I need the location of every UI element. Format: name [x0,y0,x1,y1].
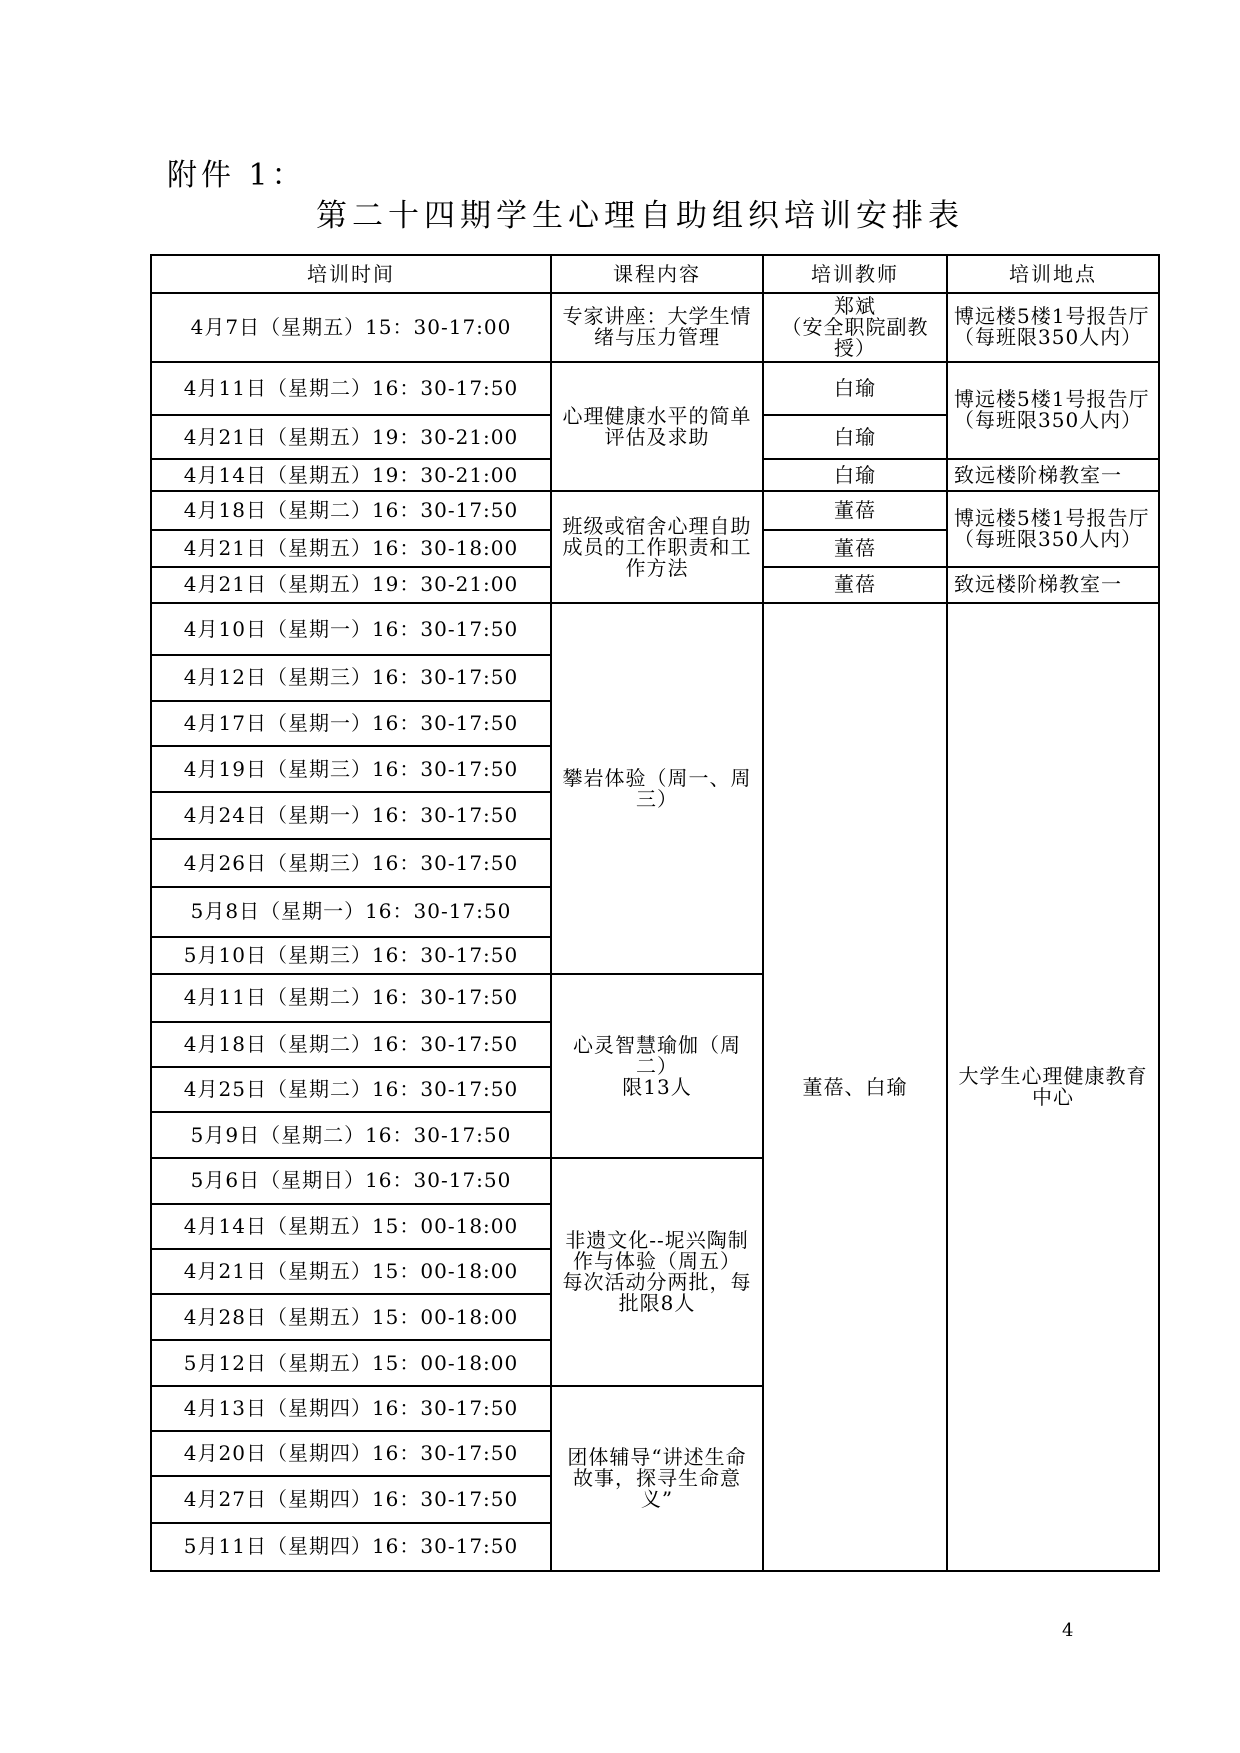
teacher-cell: 董蓓 [763,491,947,529]
time-cell: 4月26日（星期三）16：30-17:50 [151,839,551,886]
time-cell: 5月12日（星期五）15：00-18:00 [151,1340,551,1385]
teacher-cell: 白瑜 [763,415,947,459]
time-cell: 4月19日（星期三）16：30-17:50 [151,746,551,792]
schedule-table [150,254,1160,1572]
header-location: 培训地点 [947,255,1159,293]
time-cell: 4月25日（星期二）16：30-17:50 [151,1067,551,1112]
page-number: 4 [1062,1620,1074,1641]
time-cell: 5月8日（星期一）16：30-17:50 [151,887,551,937]
time-cell: 5月10日（星期三）16：30-17:50 [151,937,551,974]
location-cell: 大学生心理健康教育中心 [947,603,1159,1571]
teacher-cell: 董蓓、白瑜 [763,603,947,1571]
time-cell: 5月6日（星期日）16：30-17:50 [151,1158,551,1203]
time-cell: 4月10日（星期一）16：30-17:50 [151,603,551,655]
course-cell: 心理健康水平的简单评估及求助 [551,362,763,492]
attachment-label: 附件 1： [167,158,306,193]
time-cell: 4月17日（星期一）16：30-17:50 [151,701,551,746]
time-cell: 4月21日（星期五）16：30-18:00 [151,530,551,567]
location-cell: 致远楼阶梯教室一 [947,567,1159,603]
course-name: 非遗文化--坭兴陶制作与体验（周五） [565,1228,749,1274]
teacher-title: （安全职院副教授） [781,314,929,360]
header-teacher: 培训教师 [763,255,947,293]
schedule-table-wrapper [150,254,1158,1572]
table-row [151,293,1159,361]
location-cell: 博远楼5楼1号报告厅（每班限350人内） [947,491,1159,566]
time-cell: 4月14日（星期五）15：00-18:00 [151,1204,551,1249]
time-cell: 4月20日（星期四）16：30-17:50 [151,1431,551,1476]
time-cell: 4月28日（星期五）15：00-18:00 [151,1294,551,1340]
time-cell: 4月27日（星期四）16：30-17:50 [151,1476,551,1522]
header-course: 课程内容 [551,255,763,293]
time-cell: 4月12日（星期三）16：30-17:50 [151,655,551,700]
teacher-cell: 白瑜 [763,459,947,491]
course-cell [551,974,763,1158]
time-cell: 4月7日（星期五）15：30-17:00 [151,293,551,361]
location-cell: 博远楼5楼1号报告厅（每班限350人内） [947,293,1159,361]
teacher-name: 郑斌 [834,293,876,318]
time-cell: 5月9日（星期二）16：30-17:50 [151,1112,551,1158]
header-row [151,255,1159,293]
table-row [151,491,1159,529]
teacher-cell: 董蓓 [763,567,947,603]
page-title: 第二十四期学生心理自助组织培训安排表 [316,198,964,234]
time-cell: 5月11日（星期四）16：30-17:50 [151,1523,551,1572]
time-cell: 4月24日（星期一）16：30-17:50 [151,792,551,839]
time-cell: 4月11日（星期二）16：30-17:50 [151,362,551,415]
course-cell [551,1158,763,1385]
table-row [151,603,1159,655]
time-cell: 4月18日（星期二）16：30-17:50 [151,491,551,529]
course-name: 心灵智慧瑜伽（周二） [573,1032,741,1078]
teacher-cell [763,293,947,361]
location-cell: 致远楼阶梯教室一 [947,459,1159,491]
table-row [151,362,1159,415]
header-time: 培训时间 [151,255,551,293]
course-cell: 班级或宿舍心理自助成员的工作职责和工作方法 [551,491,763,603]
course-limit: 限13人 [622,1074,692,1099]
location-cell: 博远楼5楼1号报告厅（每班限350人内） [947,362,1159,460]
time-cell: 4月11日（星期二）16：30-17:50 [151,974,551,1021]
time-cell: 4月21日（星期五）15：00-18:00 [151,1249,551,1294]
course-cell: 专家讲座：大学生情绪与压力管理 [551,293,763,361]
time-cell: 4月14日（星期五）19：30-21:00 [151,459,551,491]
time-cell: 4月18日（星期二）16：30-17:50 [151,1022,551,1067]
teacher-cell: 董蓓 [763,530,947,567]
time-cell: 4月21日（星期五）19：30-21:00 [151,567,551,603]
course-cell: 团体辅导“讲述生命故事，探寻生命意义” [551,1386,763,1571]
time-cell: 4月21日（星期五）19：30-21:00 [151,415,551,459]
time-cell: 4月13日（星期四）16：30-17:50 [151,1386,551,1431]
teacher-cell: 白瑜 [763,362,947,415]
course-limit: 每次活动分两批，每批限8人 [562,1270,752,1316]
course-cell: 攀岩体验（周一、周三） [551,603,763,974]
